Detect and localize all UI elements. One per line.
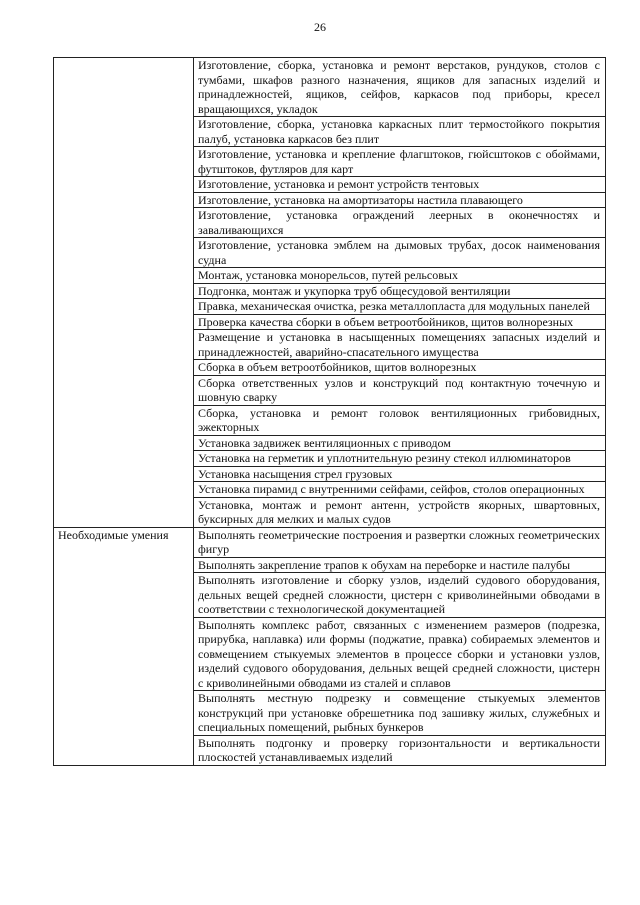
table-cell: Изготовление, установка эмблем на дымовых трубах, досок наименования судна xyxy=(194,238,606,268)
table-row xyxy=(54,58,606,117)
table-cell: Изготовление, сборка, установка каркасных плит термостойкого покрытия палуб, установка каркасов без плит xyxy=(194,117,606,147)
table-cell: Проверка качества сборки в объем ветроотбойников, щитов волнорезных xyxy=(194,314,606,330)
table-cell: Правка, механическая очистка, резка металлопласта для модульных панелей xyxy=(194,299,606,315)
table-cell: Выполнять подгонку и проверку горизонтальности и вертикальности плоскостей устанавливаемых изделий xyxy=(194,735,606,765)
page-number: 26 xyxy=(314,20,326,34)
table-cell: Сборка в объем ветроотбойников, щитов волнорезных xyxy=(194,360,606,376)
table-cell: Установка насыщения стрел грузовых xyxy=(194,466,606,482)
table-row xyxy=(54,527,606,557)
table-cell: Выполнять изготовление и сборку узлов, изделий судового оборудования, дельных вещей средней сложности, цистерн с криволинейными обводами в соответствии с технологической документацией xyxy=(194,573,606,618)
section-heading: Необходимые умения xyxy=(54,527,194,765)
requirements-table xyxy=(53,57,606,766)
table-cell: Установка, монтаж и ремонт антенн, устройств якорных, швартовных, буксирных для мелких и малых судов xyxy=(194,497,606,527)
table-cell: Сборка ответственных узлов и конструкций под контактную точечную и шовную сварку xyxy=(194,375,606,405)
table-cell: Выполнять комплекс работ, связанных с изменением размеров (подрезка, прирубка, наплавка) или формы (поджатие, правка) собираемых элементов и совмещением стыкуемых элементов в процессе сборки и установки узлов, изделий судового оборудования, дельных вещей средней сложности, цистерн с криволинейными обводами из сталей и сплавов xyxy=(194,617,606,691)
table-cell: Изготовление, установка ограждений леерных в оконечностях и заваливающихся xyxy=(194,208,606,238)
section-heading xyxy=(54,58,194,528)
table-cell: Изготовление, сборка, установка и ремонт верстаков, рундуков, столов с тумбами, шкафов разного назначения, ящиков для запасных изделий и принадлежностей, ящиков, сейфов, каркасов под приборы, кресел вращающихся, укладок xyxy=(194,58,606,117)
table-cell: Размещение и установка в насыщенных помещениях запасных изделий и принадлежностей, аварийно-спасательного имущества xyxy=(194,330,606,360)
table-cell: Сборка, установка и ремонт головок вентиляционных грибовидных, эжекторных xyxy=(194,405,606,435)
table-cell: Выполнять геометрические построения и развертки сложных геометрических фигур xyxy=(194,527,606,557)
table-cell: Изготовление, установка и крепление флагштоков, гюйсштоков с обоймами, футштоков, футляров для карт xyxy=(194,147,606,177)
table-cell: Установка пирамид с внутренними сейфами, сейфов, столов операционных xyxy=(194,482,606,498)
table-cell: Установка задвижек вентиляционных с приводом xyxy=(194,435,606,451)
table-cell: Изготовление, установка и ремонт устройств тентовых xyxy=(194,177,606,193)
table-cell: Монтаж, установка монорельсов, путей рельсовых xyxy=(194,268,606,284)
table-cell: Изготовление, установка на амортизаторы настила плавающего xyxy=(194,192,606,208)
table-cell: Установка на герметик и уплотнительную резину стекол иллюминаторов xyxy=(194,451,606,467)
table-cell: Выполнять местную подрезку и совмещение стыкуемых элементов конструкций при установке обрешетника под зашивку жилых, служебных и специальных помещений, рыбных бункеров xyxy=(194,691,606,736)
table-cell: Выполнять закрепление трапов к обухам на переборке и настиле палубы xyxy=(194,557,606,573)
table-cell: Подгонка, монтаж и укупорка труб общесудовой вентиляции xyxy=(194,283,606,299)
